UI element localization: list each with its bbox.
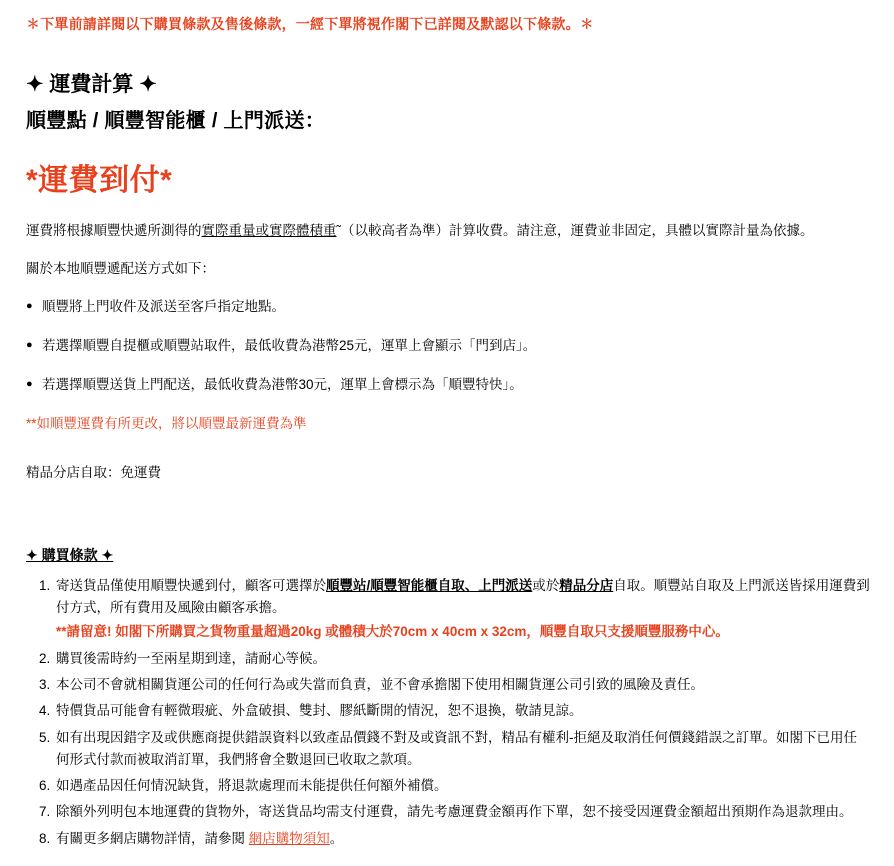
term-3-text: 本公司不會就相關貨運公司的任何行為或失當而負責，並不會承擔閣下使用相關貨運公司引致的風險及責任。 — [56, 677, 704, 692]
shipping-fee-prefix: 運費將根據順豐快遞所測得的 — [26, 223, 202, 238]
list-item — [54, 700, 870, 722]
shipping-fee-suffix: ˜（以較高者為準）計算收費。請注意，運費並非固定，具體以實際計量為依據。 — [336, 223, 814, 238]
shipping-bullet-2 — [26, 335, 870, 358]
bullet-icon: ● — [26, 378, 33, 391]
local-delivery-intro: 關於本地順豐遞配送方式如下： — [26, 260, 215, 276]
list-item — [54, 575, 870, 644]
top-notice: ✽下單前請詳閱以下購買條款及售後條款，一經下單將視作閣下已詳閱及默認以下條款。✽ — [26, 16, 594, 32]
term-7-text: 除額外列明包本地運費的貨物外，寄送貨品均需支付運費，請先考慮運費金額再作下單，恕不接受因運費金額超出預期作為退款理由。 — [56, 804, 853, 820]
shipping-methods-heading: 順豐點 / 順豐智能櫃 / 上門派送： — [26, 110, 326, 132]
terms-list — [24, 575, 870, 850]
term-1-note: **請留意! 如閣下所購買之貨物重量超過20kg 或體積大於70cm x 40cm x 32cm，順豐自取只支援順豐服務中心。 — [56, 624, 729, 640]
list-item — [54, 801, 870, 823]
shipping-bullet-3 — [26, 374, 870, 397]
term-8-text: 有關更多網店購物詳情，請參閱 — [56, 830, 249, 846]
shipping-bullet-1-text: 順豐將上門收件及派送至客戶指定地點。 — [42, 299, 285, 315]
term-8-text-end: 。 — [329, 830, 344, 846]
shipping-bullet-1 — [26, 296, 870, 319]
list-item — [54, 648, 870, 670]
shipping-fee-underline: 實際重量或實際體積重 — [201, 223, 337, 238]
shipping-fee-change-warning: **如順豐運費有所更改，將以順豐最新運費為準 — [26, 416, 307, 432]
store-pickup-note: 精品分店自取：免運費 — [26, 465, 161, 480]
shipping-heading: ✦ 運費計算 ✦ — [26, 73, 157, 96]
spacer — [24, 491, 870, 525]
spacer — [24, 525, 870, 545]
bullet-icon: ● — [26, 339, 33, 352]
term-1-text-2: 或於 — [532, 577, 560, 593]
list-item — [54, 775, 870, 797]
term-1-bold-1: 順豐站/順豐智能櫃自取、上門派送 — [326, 577, 533, 593]
list-item — [54, 727, 870, 772]
shipping-bullet-3-text: 若選擇順豐送貨上門配送，最低收費為港幣30元，運單上會標示為「順豐特快」。 — [42, 377, 523, 393]
term-4-text: 特價貨品可能會有輕微瑕疵、外盒破損、雙封、膠紙斷開的情況，恕不退換，敬請見諒。 — [56, 703, 583, 719]
shipping-bullet-2-text: 若選擇順豐自提櫃或順豐站取件，最低收費為港幣25元，運單上會顯示「門到店」。 — [42, 338, 537, 354]
list-item — [54, 674, 870, 696]
term-1-bold-2: 精品分店 — [559, 577, 614, 593]
term-2-text: 購買後需時約一至兩星期到達，請耐心等候。 — [56, 650, 326, 666]
shopping-guide-link[interactable]: 網店購物須知 — [248, 830, 330, 846]
terms-heading: ✦ 購買條款 ✦ — [26, 546, 114, 563]
term-6-text: 如遇產品因任何情況缺貨，將退款處理而未能提供任何額外補償。 — [56, 778, 448, 794]
spacer — [24, 34, 870, 68]
term-1-text-3: 自取。順豐站自取及上門派送皆採用運費到付方式，所有費用及風險由顧客承擔。 — [56, 577, 870, 616]
shipping-fee-paragraph — [26, 219, 862, 243]
term-5-text: 如有出現因錯字及或供應商提供錯誤資料以致產品價錢不對及或資訊不對，精品有權利-拒絕及取消任何價錢錯誤之訂單。如閣下已用任何形式付款而被取消訂單，我們將會全數退回已收取之款項。 — [56, 729, 857, 767]
list-item — [54, 828, 870, 850]
bullet-icon: ● — [26, 300, 33, 313]
term-1-text-1: 寄送貨品僅使用順豐快遞到付，顧客可選擇於 — [56, 577, 326, 593]
cod-heading: *運費到付* — [26, 164, 173, 197]
